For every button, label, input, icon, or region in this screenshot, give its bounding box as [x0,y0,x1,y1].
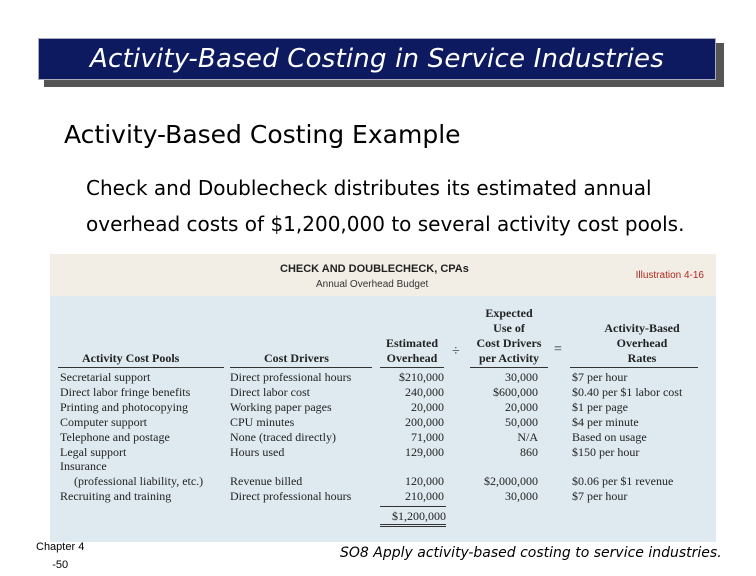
header-drivers: Cost Drivers [264,351,329,365]
rule-drivers [230,367,372,368]
header-rates: Activity-Based Overhead Rates [604,321,680,365]
overhead-budget-table: CHECK AND DOUBLECHECK, CPAs Annual Overhead Budget Illustration 4-16 Activity Cost Pools Cost Drivers Estimated Overhead ÷ Expected Use of Cost Drivers per Activity = Activity-Based Overhead Rates Secretarial support Direct professional hours $210,000 30,000 $7 per hour Direct labor fringe benefits Direct labor cost 240,000 $600,000 $0.40 per $1 labor cost Printing and photocopying Working paper pages 20,000 20,000 $1 per page Computer support CPU minutes 200,000 50,000 $4 per minute Telephone and postage None (traced directly) 71,000 N/A Based on usage Legal support Hours used 129,000 860 $150 per hour Insurance (professional liability, etc.) Revenue billed 120,000 $2,000,000 $0.06 per $1 revenue Recruiting and training Direct professional hours 210,000 30,000 $7 per hour $1,200,000 [50,254,716,542]
title-banner [38,38,716,80]
slide-title: Activity-Based Costing in Service Industries [90,44,664,74]
total-overhead: $1,200,000 [392,509,446,523]
slide-subtitle: Activity-Based Costing Example [64,120,461,149]
total-rule-top [380,506,446,507]
total-rule-bottom-1 [380,524,446,525]
illustration-label: Illustration 4-16 [635,270,704,281]
table-header-band [50,254,716,296]
table-name: Annual Overhead Budget [316,279,429,290]
firm-name: CHECK AND DOUBLECHECK, CPAs [280,263,469,275]
divide-sign: ÷ [452,344,460,359]
rule-pools [58,367,224,368]
chapter-page: Chapter 4 -50 [36,541,85,571]
header-expected: Expected Use of Cost Drivers per Activity [476,306,542,365]
header-pools: Activity Cost Pools [82,351,180,365]
total-rule-bottom-2 [380,526,446,527]
rule-rates [570,367,698,368]
rule-overhead [380,367,444,368]
rule-expected [470,367,548,368]
intro-text: Check and Doublecheck distributes its estimated annual overhead costs of $1,200,000 to several activity cost pools. [86,176,685,236]
study-objective: SO8 Apply activity-based costing to service industries. [340,545,722,561]
header-overhead: Estimated Overhead [386,336,438,365]
equals-sign: = [554,342,562,357]
